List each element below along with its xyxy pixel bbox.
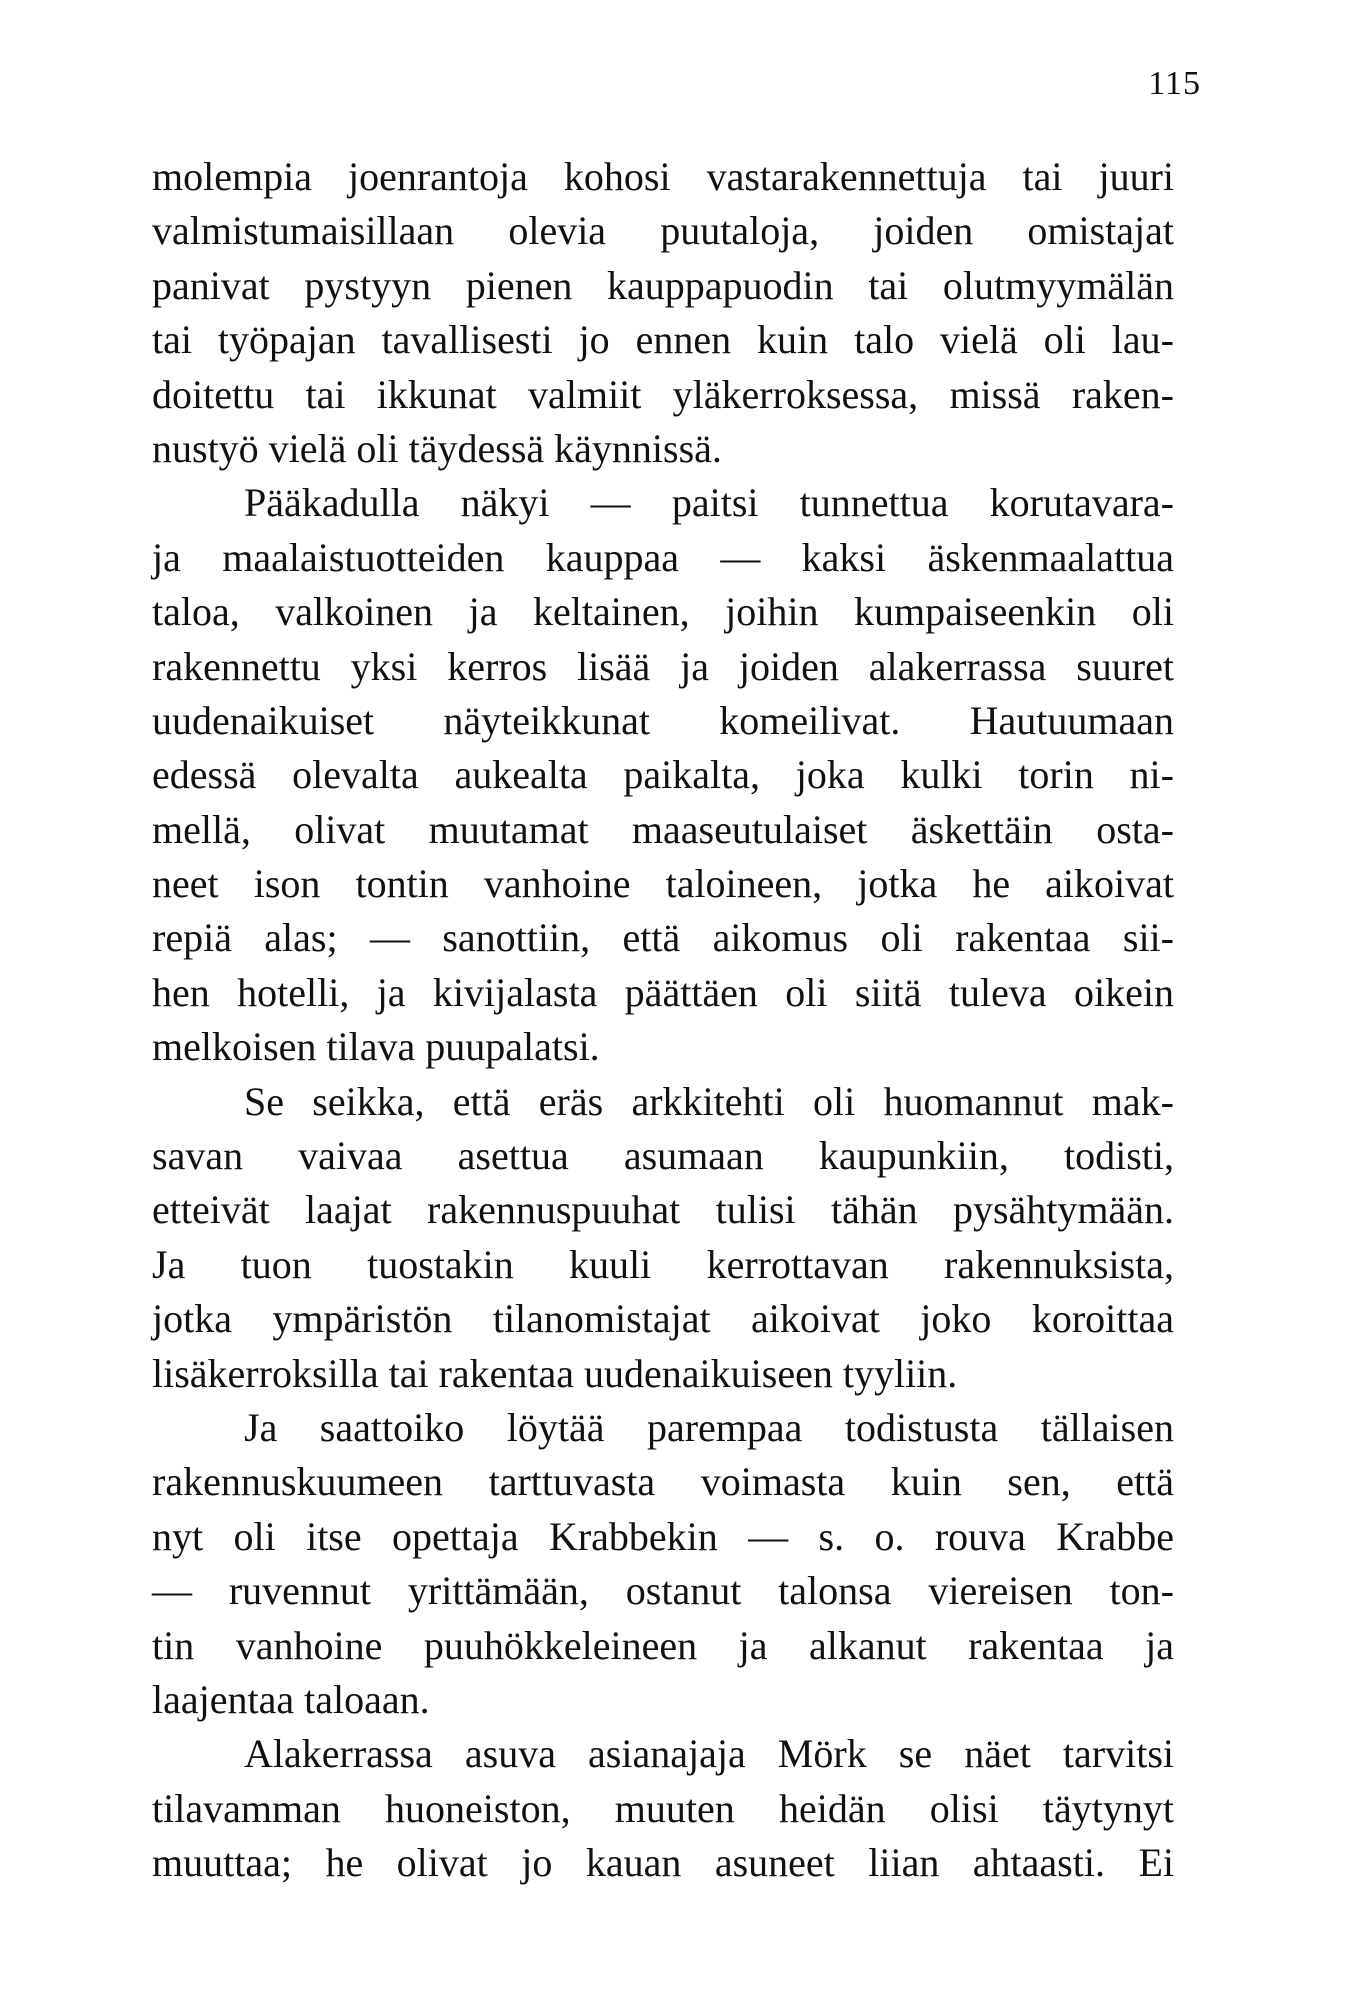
- text-line: tin vanhoine puuhökkeleineen ja alkanut rakentaa ja: [152, 1622, 1174, 1668]
- paragraph-start-line: Alakerrassa asuva asianajaja Mörk se näet tarvitsi: [244, 1731, 1174, 1777]
- text-line: uudenaikuiset näyteikkunat komeilivat. Hautuumaan: [152, 697, 1174, 743]
- text-line: neet ison tontin vanhoine taloineen, jotka he aikoivat: [152, 861, 1174, 907]
- text-line: lisäkerroksilla tai rakentaa uudenaikuiseen tyyliin.: [152, 1350, 958, 1396]
- text-line: tai työpajan tavallisesti jo ennen kuin talo vielä oli lau-: [152, 317, 1174, 363]
- text-line: tilavamman huoneiston, muuten heidän olisi täytynyt: [152, 1785, 1174, 1831]
- text-line: molempia joenrantoja kohosi vastarakennettuja tai juuri: [152, 154, 1174, 199]
- text-line: savan vaivaa asettua asumaan kaupunkiin, todisti,: [152, 1133, 1174, 1179]
- text-line: edessä olevalta aukealta paikalta, joka kulki torin ni-: [152, 752, 1174, 798]
- body-text: [152, 150, 1174, 1891]
- text-line: valmistumaisillaan olevia puutaloja, joiden omistajat: [152, 208, 1174, 254]
- text-line: taloa, valkoinen ja keltainen, joihin kumpaiseenkin oli: [152, 589, 1174, 635]
- text-line: nyt oli itse opettaja Krabbekin — s. o. rouva Krabbe: [152, 1513, 1174, 1559]
- text-line: panivat pystyyn pienen kauppapuodin tai olutmyymälän: [152, 262, 1174, 308]
- text-line: hen hotelli, ja kivijalasta päättäen oli siitä tuleva oikein: [152, 969, 1174, 1015]
- text-line: doitettu tai ikkunat valmiit yläkerroksessa, missä raken-: [152, 371, 1174, 417]
- paragraph-start-line: Pääkadulla näkyi — paitsi tunnettua korutavara-: [244, 480, 1174, 526]
- text-line: jotka ympäristön tilanomistajat aikoivat joko koroittaa: [152, 1296, 1174, 1342]
- text-line: repiä alas; — sanottiin, että aikomus oli rakentaa sii-: [152, 915, 1174, 961]
- text-line: nustyö vielä oli täydessä käynnissä.: [152, 425, 722, 471]
- text-line: rakennuskuumeen tarttuvasta voimasta kuin sen, että: [152, 1459, 1174, 1505]
- text-line: laajentaa taloaan.: [152, 1676, 430, 1722]
- paragraph-start-line: Se seikka, että eräs arkkitehti oli huomannut mak-: [244, 1078, 1174, 1124]
- text-line: etteivät laajat rakennuspuuhat tulisi tähän pysähtymään.: [152, 1187, 1174, 1233]
- paragraph-start-line: Ja saattoiko löytää parempaa todistusta tällaisen: [244, 1404, 1174, 1450]
- text-line: mellä, olivat muutamat maaseutulaiset äskettäin osta-: [152, 806, 1174, 852]
- text-line: muuttaa; he olivat jo kauan asuneet liian ahtaasti. Ei: [152, 1840, 1174, 1886]
- page-number: 115: [1148, 65, 1201, 102]
- text-line: ja maalaistuotteiden kauppaa — kaksi äskenmaalattua: [152, 534, 1174, 580]
- text-line: melkoisen tilava puupalatsi.: [152, 1024, 600, 1070]
- text-line: — ruvennut yrittämään, ostanut talonsa viereisen ton-: [152, 1568, 1174, 1614]
- text-line: Ja tuon tuostakin kuuli kerrottavan rakennuksista,: [152, 1241, 1174, 1287]
- text-line: rakennettu yksi kerros lisää ja joiden alakerrassa suuret: [152, 643, 1174, 689]
